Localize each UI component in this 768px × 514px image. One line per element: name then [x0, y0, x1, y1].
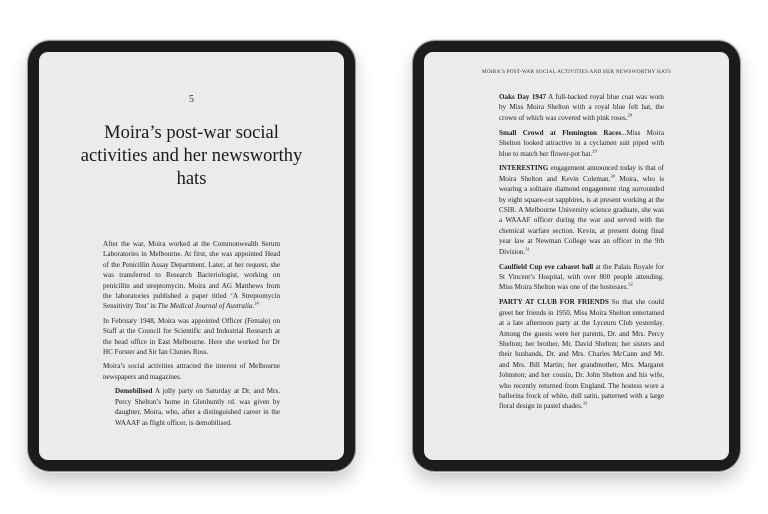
chapter-title: Moira’s post-war social activities and her newsworthy hats [80, 123, 303, 189]
footnote-ref[interactable]: 28 [627, 112, 632, 118]
tablet-right [413, 41, 740, 471]
footnote-ref[interactable]: 30 [610, 173, 615, 179]
paragraph: Moira’s social activities attracted the interest of Melbourne newspapers and magazines. [103, 362, 280, 381]
newspaper-excerpt: INTERESTING engagement announced today is that of Moira Shelton and Kevin Coleman.$^{30}$ Moira, who is wearing a solitaire diamond engagement ring surrounded by eight square-cut sapphires, is at present working at the CSIR. A Melbourne University science graduate, she was a WAAAF officer during the war and served with the chemical warfare section. Kevin, at present doing final year law at Newman College was an officer in the 9th Division.$^{31}$ [499, 164, 664, 256]
tablet-left [28, 41, 355, 471]
footnote-ref[interactable]: 31 [525, 246, 530, 252]
footnote-ref[interactable]: 33 [582, 401, 588, 407]
newspaper-excerpt: PARTY AT CLUB FOR FRIENDS So that she could greet her friends in 1950, Miss Moira Shelton entertained at a late afternoon party at the Lyceum Club yesterday. Among the guests were her parents, Dr. and Mrs. Percy Shelton; her brother, Mr. David Shelton; her sisters and their husbands, Dr. and Mrs. Charles McCann and Mr. and Mrs. Bill Martin; her grandmother, Mrs. Margaret Johnston; and her cousin, Dr. John Shelton and his wife, who recently returned from England. The hostess wore a ballerina frock of white, dull satin, patterned with a large floral design in pastel shades.$^{33}$ [499, 298, 664, 411]
right-page-screen [424, 52, 729, 460]
newspaper-excerpt: Demobilised A jolly party on Saturday at Dr. and Mrs. Percy Shelton’s home in Glenhuntly rd. was given by daughter, Moira, who, after a distinguished career in the WAAAF as flight officer, is demobilised. [115, 387, 280, 427]
chapter-number: 5 [189, 94, 194, 105]
paragraph: After the war, Moira worked at the Commonwealth Serum Laboratories in Melbourne. At first, she was appointed Head of the Penicillin Assay Department. Later, at her request, she was transferred to Research Bacteriologist, working on penicillin and streptomycin. Moira and AG Matthews from the laboratories published a paper titled ‘A Streptomycin Sensitivity Test’ in The Medical Journal of Australia.$^{24}$ [103, 240, 280, 311]
newspaper-excerpt: Small Crowd at Flemington Races...Miss Moira Shelton looked attractive in a cyclamen suit piped with blue to match her flower-pot hat.$^{29}$ [499, 128, 665, 158]
footnote-ref[interactable]: 24 [254, 301, 259, 307]
footnote-ref[interactable]: 32 [628, 282, 633, 288]
left-page-screen [39, 52, 344, 460]
footnote-ref[interactable]: 29 [592, 148, 597, 154]
paragraph: In February 1948, Moira was appointed Officer (Female) on Staff at the Council for Scientific and Industrial Research at the head office in East Melbourne. Here she worked for Dr HC Forster and Sir Ian Clunies Ross. [103, 316, 280, 357]
running-head: MOIRA’S POST-WAR SOCIAL ACTIVITIES AND HER NEWSWORTHY HATS [481, 69, 672, 75]
newspaper-excerpt: Oaks Day 1947 A full-backed royal blue coat was worn by Miss Moira Shelton with a royal blue felt hat, the crown of which was covered with pink roses.$^{28}$ [499, 93, 664, 122]
right-page-body [499, 92, 664, 416]
newspaper-excerpt: Caulfield Cup eve cabaret ball at the Palais Royale for St Vincent’s Hospital, with over 800 people attending. Miss Moira Shelton was one of the hostesses.$^{32}$ [499, 262, 665, 292]
left-page-body [103, 239, 280, 432]
